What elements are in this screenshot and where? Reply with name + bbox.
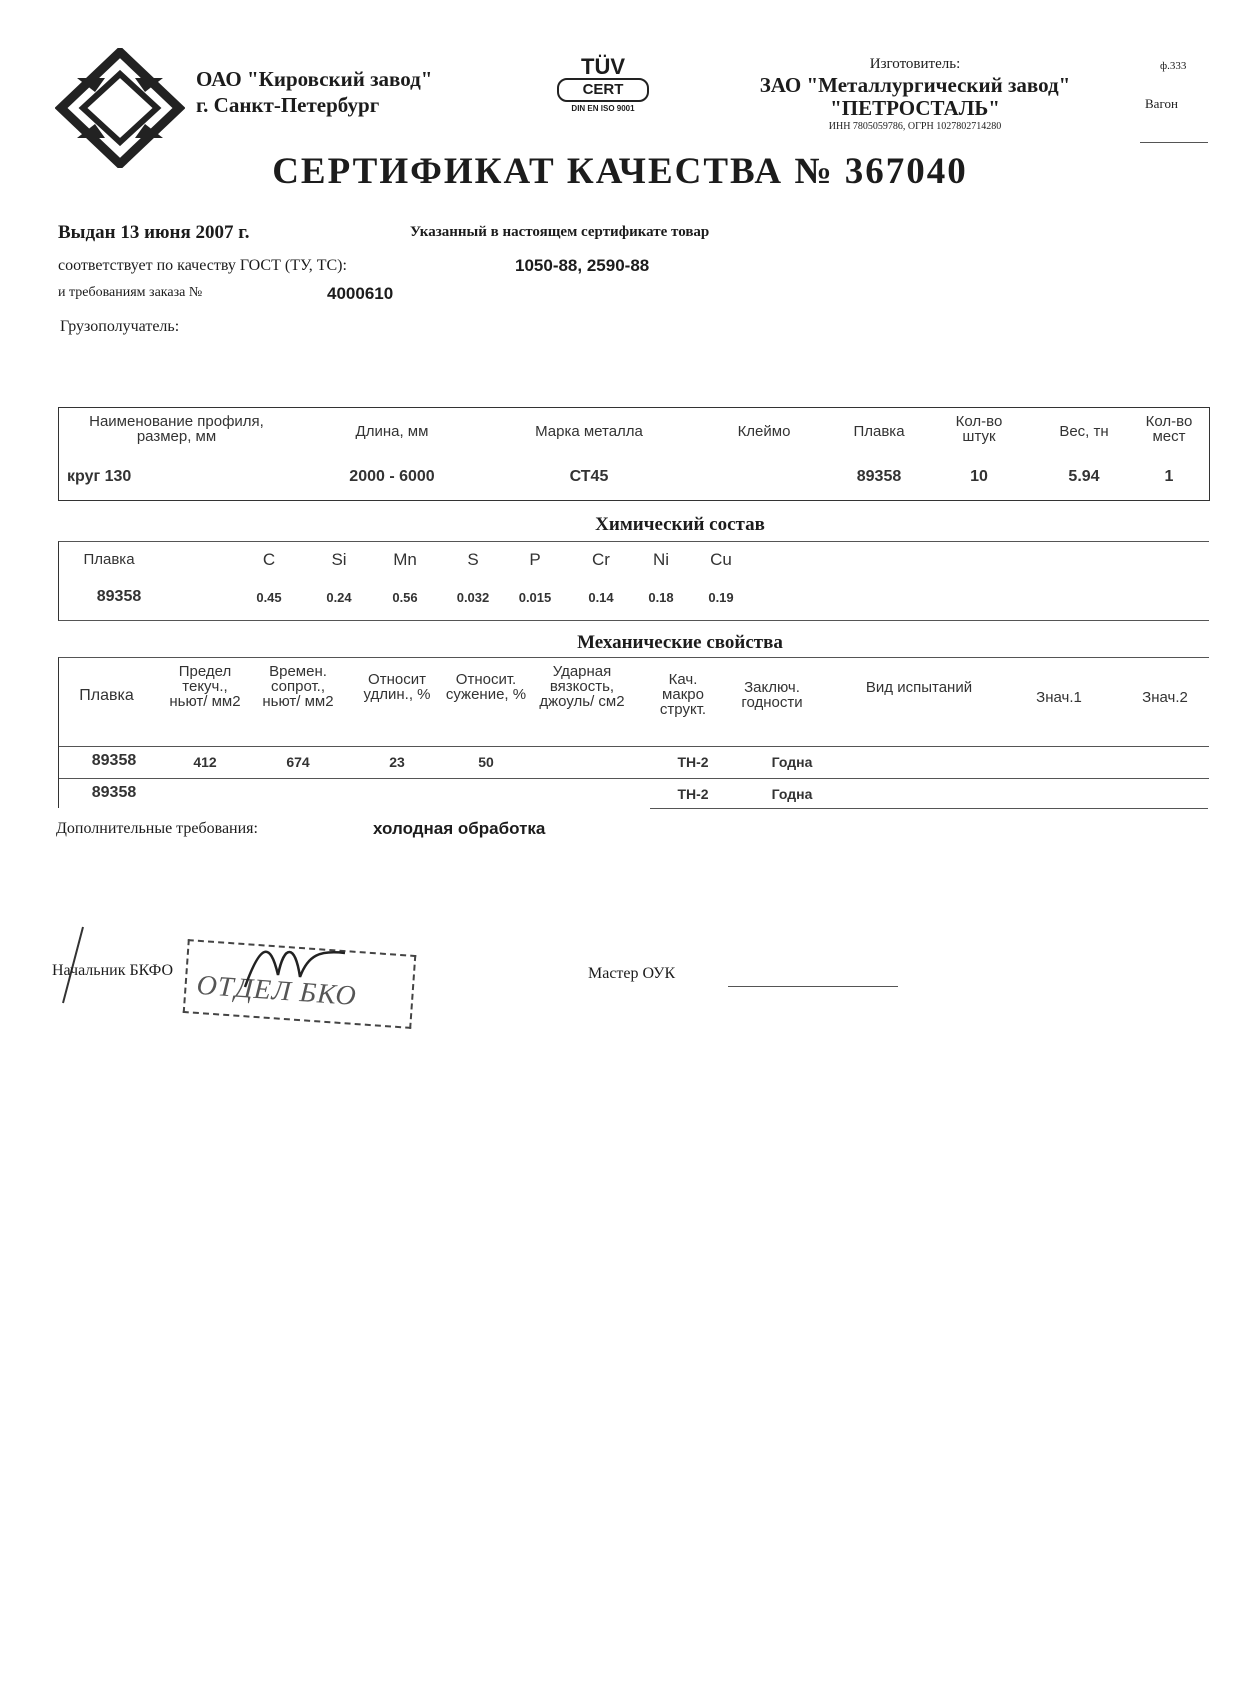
plant-company-name: ОАО "Кировский завод" xyxy=(196,67,433,91)
product-grade: СТ45 xyxy=(569,468,609,485)
mechanical-section-title: Механические свойства xyxy=(577,632,783,653)
manufacturer-label: Изготовитель: xyxy=(869,56,961,72)
mech-header-reduction: Относит. сужение, % xyxy=(445,671,527,703)
gost-value: 1050-88, 2590-88 xyxy=(515,256,650,275)
wagon-label: Вагон xyxy=(1145,96,1178,111)
master-label: Мастер ОУК xyxy=(588,965,676,982)
chem-header-heat: Плавка xyxy=(83,551,135,568)
product-header-quantity: Кол-во штук xyxy=(955,413,1003,445)
statement-text: Указанный в настоящем сертификате товар xyxy=(410,224,710,240)
mech-elongation: 23 xyxy=(389,754,405,770)
product-length: 2000 - 6000 xyxy=(349,468,435,485)
product-profile: круг 130 xyxy=(67,468,132,485)
additional-requirements-value: холодная обработка xyxy=(373,819,546,838)
mech-header-value2: Знач.2 xyxy=(1142,689,1188,706)
mech-heat: 89358 xyxy=(91,784,137,801)
consignee-label: Грузополучатель: xyxy=(60,318,180,335)
manufacturer-brand: "ПЕТРОСТАЛЬ" xyxy=(830,96,1000,120)
product-weight: 5.94 xyxy=(1068,468,1100,485)
mech-bottom-line xyxy=(650,808,1208,809)
mech-header-macro: Кач. макро структ. xyxy=(659,671,707,718)
product-header-brand-mark: Клеймо xyxy=(737,423,791,440)
mech-row-divider xyxy=(59,778,1209,779)
mech-row-2 xyxy=(59,782,1209,808)
chem-header-c: C xyxy=(262,550,276,569)
tuv-logo-top: TÜV xyxy=(581,54,625,79)
chem-ni: 0.18 xyxy=(648,590,674,605)
chem-mn: 0.56 xyxy=(392,590,418,605)
chief-label: Начальник БКФО xyxy=(52,962,174,979)
chem-s: 0.032 xyxy=(456,590,490,605)
product-quantity: 10 xyxy=(970,468,988,485)
product-header-heat: Плавка xyxy=(853,423,905,440)
manufacturer-block xyxy=(720,56,1110,132)
product-places: 1 xyxy=(1164,468,1174,485)
form-code: ф.333 xyxy=(1160,60,1187,72)
chem-c: 0.45 xyxy=(256,590,282,605)
chem-header-cr: Cr xyxy=(592,550,610,569)
wagon-underline xyxy=(1140,142,1208,143)
tuv-logo-bottom: DIN EN ISO 9001 xyxy=(571,104,635,113)
chem-header-p: P xyxy=(529,550,541,569)
plant-company-city: г. Санкт-Петербург xyxy=(196,93,380,117)
tuv-logo-mid: CERT xyxy=(557,78,649,102)
manufacturer-name: ЗАО "Металлургический завод" xyxy=(759,73,1071,97)
mech-row-1 xyxy=(59,750,1209,776)
chemical-section-title: Химический состав xyxy=(595,514,765,535)
certificate-title: СЕРТИФИКАТ КАЧЕСТВА № 367040 xyxy=(272,151,968,192)
mechanical-table xyxy=(58,657,1209,808)
chemical-table xyxy=(58,541,1209,621)
mech-header-yield: Предел текуч., ньют/ мм2 xyxy=(169,663,241,710)
product-heat: 89358 xyxy=(856,468,902,485)
product-header-length: Длина, мм xyxy=(355,423,429,440)
product-header-places: Кол-во мест xyxy=(1145,413,1193,445)
chem-heat: 89358 xyxy=(96,588,142,605)
chem-header-cu: Cu xyxy=(710,550,732,569)
chem-header-mn: Mn xyxy=(393,550,417,569)
order-value: 4000610 xyxy=(327,284,394,303)
order-label: и требованиям заказа № xyxy=(58,285,203,300)
mech-macro: ТН-2 xyxy=(677,754,709,770)
plant-company-block xyxy=(196,66,432,118)
additional-requirements-label: Дополнительные требования: xyxy=(56,820,258,837)
tuv-cert-logo xyxy=(543,54,663,122)
chem-cu: 0.19 xyxy=(708,590,734,605)
mech-reduction: 50 xyxy=(478,754,494,770)
mech-verdict: Годна xyxy=(771,754,813,770)
product-header-grade: Марка металла xyxy=(535,423,643,440)
product-table xyxy=(58,407,1210,501)
mech-header-value1: Знач.1 xyxy=(1036,689,1082,706)
chem-header-ni: Ni xyxy=(652,550,670,569)
mech-header-elongation: Относит удлин., % xyxy=(363,671,431,703)
mech-heat: 89358 xyxy=(91,752,137,769)
mech-verdict: Годна xyxy=(771,786,813,802)
mech-macro: ТН-2 xyxy=(677,786,709,802)
product-header-profile: Наименование профиля, размер, мм xyxy=(89,413,264,445)
chem-cr: 0.14 xyxy=(588,590,614,605)
gost-label: соответствует по качеству ГОСТ (ТУ, ТС): xyxy=(58,257,347,274)
mech-header-test-type: Вид испытаний xyxy=(865,679,973,696)
product-header-weight: Вес, тн xyxy=(1059,423,1109,440)
chief-signature xyxy=(240,935,350,995)
stamp-text: ОТДЕЛ БКО xyxy=(195,969,358,1012)
mech-header-tensile: Времен. сопрот., ньют/ мм2 xyxy=(262,663,334,710)
mech-yield: 412 xyxy=(193,754,217,770)
mech-header-impact: Ударная вязкость, джоуль/ см2 xyxy=(539,663,625,710)
mech-header-verdict: Заключ. годности xyxy=(741,679,803,711)
chem-p: 0.015 xyxy=(518,590,552,605)
chem-si: 0.24 xyxy=(326,590,352,605)
issue-date: Выдан 13 июня 2007 г. xyxy=(58,222,250,243)
mech-header-divider xyxy=(59,746,1209,747)
chem-header-s: S xyxy=(467,550,479,569)
mech-header-heat: Плавка xyxy=(79,687,134,704)
master-signature-line xyxy=(728,986,898,987)
mech-tensile: 674 xyxy=(286,754,310,770)
manufacturer-ids: ИНН 7805059786, ОГРН 1027802714280 xyxy=(828,121,1002,132)
chem-header-si: Si xyxy=(331,550,347,569)
